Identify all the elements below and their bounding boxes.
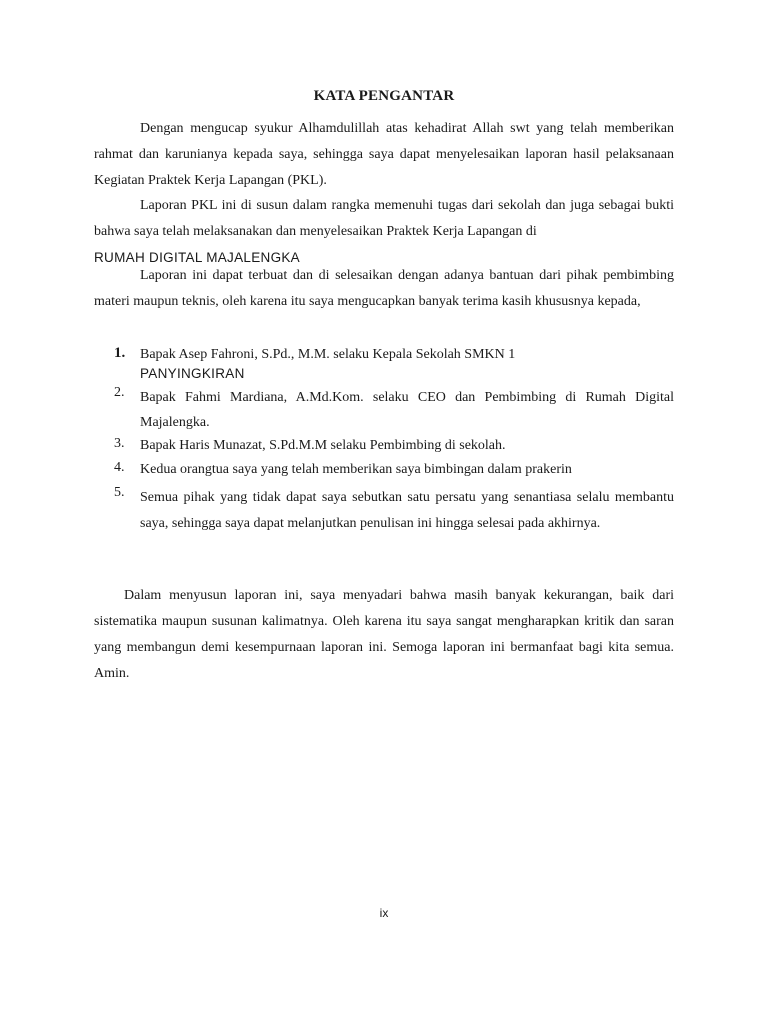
page-number: ix [379,906,389,920]
place-name: RUMAH DIGITAL MAJALENGKA [94,250,300,265]
list-item-number: 2. [114,385,125,400]
paragraph-thanks: Laporan ini dapat terbuat dan di selesaikan dengan adanya bantuan dari pihak pembimbing materi maupun teknis, oleh karena itu saya mengucapkan banyak terima kasih khususnya kepada, [94,268,674,309]
list-item-text [140,345,674,384]
list-item [94,485,674,565]
list-item-number: 3. [114,436,125,451]
paragraph-purpose-text: Laporan PKL ini di susun dalam rangka memenuhi tugas dari sekolah dan juga sebagai bukti bahwa saya telah melaksanakan dan menyelesaikan Praktek Kerja Lapangan di [94,198,674,239]
list-item [94,385,674,435]
list-item-text: Kedua orangtua saya yang telah memberikan saya bimbingan dalam prakerin [140,462,572,477]
list-item [94,345,674,389]
list-item-text: Bapak Fahmi Mardiana, A.Md.Kom. selaku CEO dan Pembimbing di Rumah Digital Majalengka. [140,390,674,430]
list-item [94,460,674,484]
list-item [94,436,674,460]
list-item-number: 1. [114,345,126,361]
list-item-text: Bapak Haris Munazat, S.Pd.M.M selaku Pembimbing di sekolah. [140,438,506,453]
list-item-text: Semua pihak yang tidak dapat saya sebutkan satu persatu yang senantiasa selalu membantu saya, sehingga saya dapat melanjutkan penulisan ini hingga selesai pada akhirnya. [140,490,674,531]
paragraph-opening: Dengan mengucap syukur Alhamdulillah atas kehadirat Allah swt yang telah memberikan rahmat dan karunianya kepada saya, sehingga saya dapat menyelesaikan laporan hasil pelaksanaan Kegiatan Praktek Kerja Lapangan (PKL). [94,121,674,188]
paragraph-closing: Dalam menyusun laporan ini, saya menyadari bahwa masih banyak kekurangan, baik dari sistematika maupun susunan kalimatnya. Oleh karena itu saya sangat mengharapkan kritik dan saran yang membangun demi kesempurnaan laporan ini. Semoga laporan ini bermanfaat bagi kita semua. Amin. [94,588,674,681]
page-title: KATA PENGANTAR [313,88,455,104]
list-item-number: 5. [114,485,125,500]
paragraph-purpose [94,193,674,272]
list-item-number: 4. [114,460,125,475]
list-item-text-line: Bapak Asep Fahroni, S.Pd., M.M. selaku Kepala Sekolah SMKN 1 [140,347,516,362]
school-name: PANYINGKIRAN [140,366,245,381]
